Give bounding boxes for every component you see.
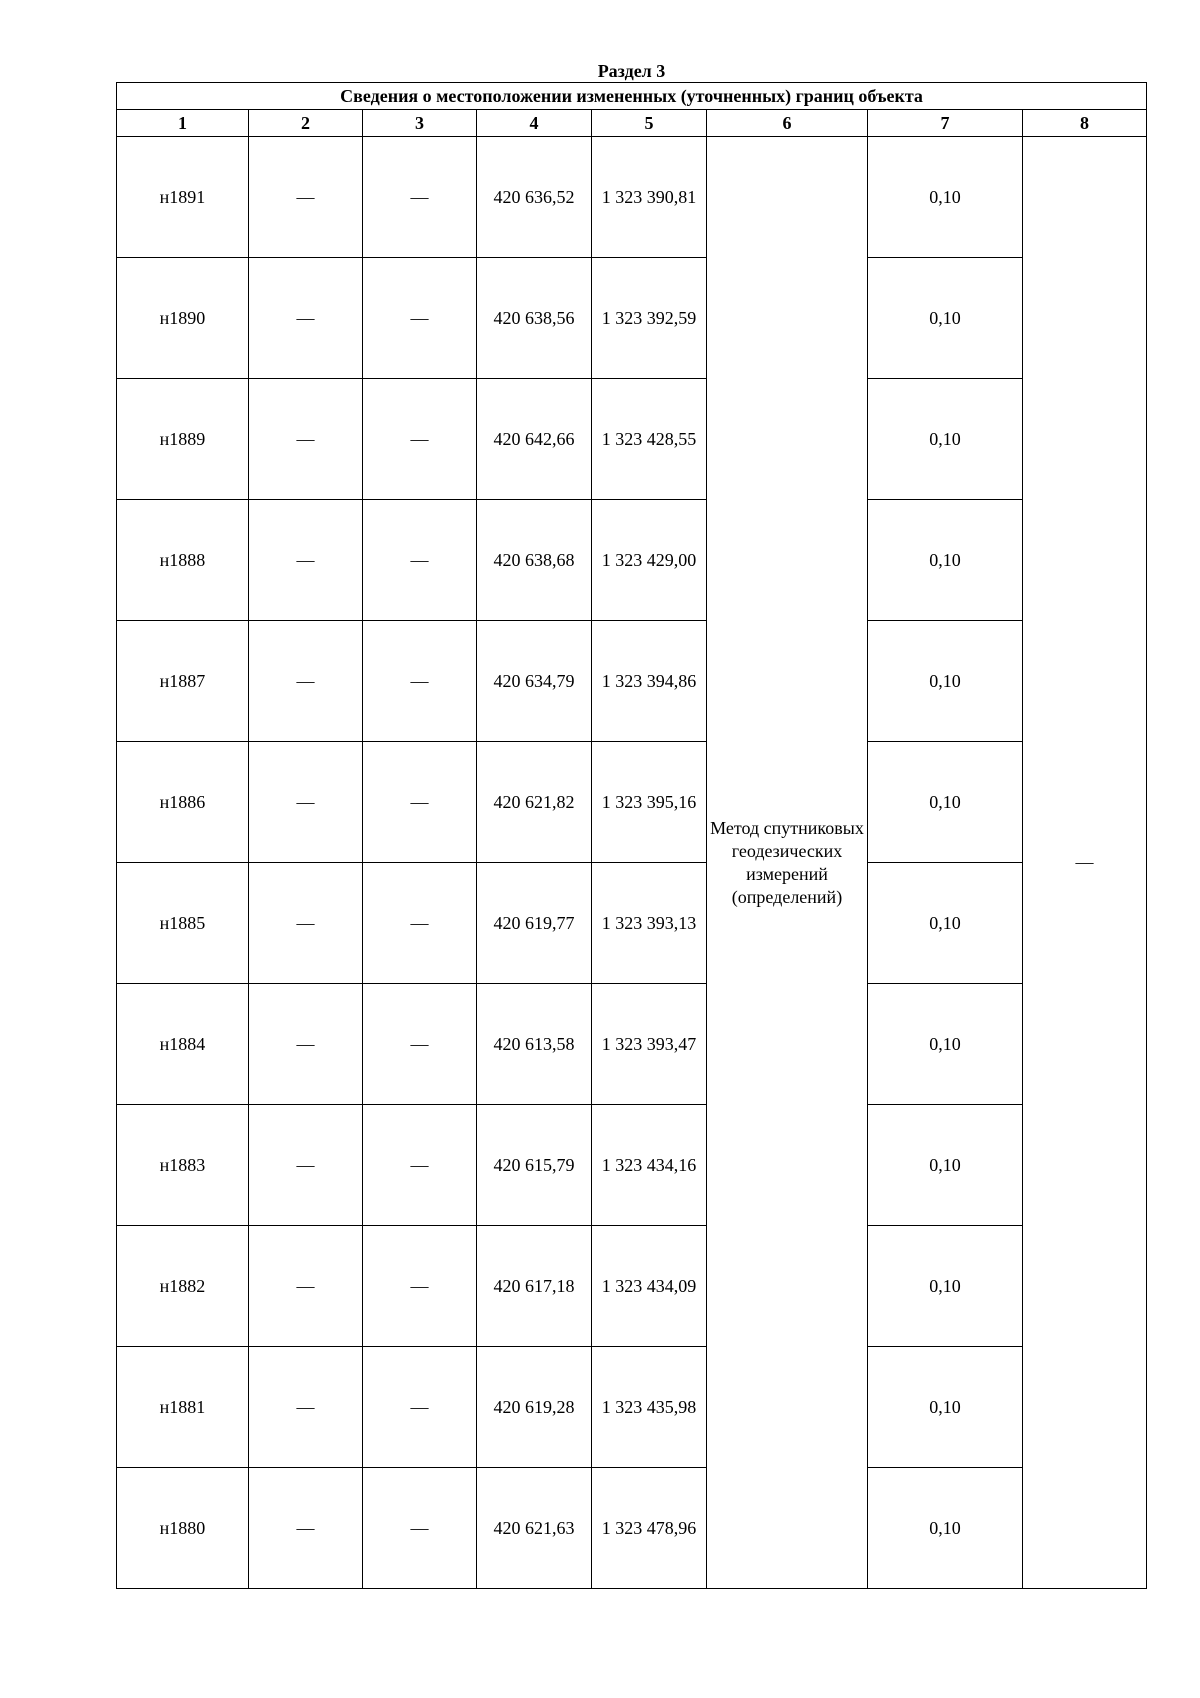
column-number: 2 [249, 110, 363, 137]
point-name: н1889 [117, 379, 249, 500]
point-name: н1880 [117, 1468, 249, 1589]
table-row [117, 1105, 1147, 1226]
column-3-value: — [363, 258, 477, 379]
accuracy-value: 0,10 [868, 1105, 1023, 1226]
x-coordinate: 420 636,52 [477, 137, 592, 258]
accuracy-value: 0,10 [868, 500, 1023, 621]
point-name: н1883 [117, 1105, 249, 1226]
point-name: н1885 [117, 863, 249, 984]
accuracy-value: 0,10 [868, 258, 1023, 379]
point-name: н1887 [117, 621, 249, 742]
column-2-value: — [249, 1347, 363, 1468]
column-2-value: — [249, 379, 363, 500]
x-coordinate: 420 613,58 [477, 984, 592, 1105]
column-3-value: — [363, 863, 477, 984]
point-name: н1888 [117, 500, 249, 621]
point-name: н1886 [117, 742, 249, 863]
x-coordinate: 420 638,68 [477, 500, 592, 621]
column-2-value: — [249, 1468, 363, 1589]
accuracy-value: 0,10 [868, 137, 1023, 258]
column-number-row [117, 110, 1147, 137]
x-coordinate: 420 634,79 [477, 621, 592, 742]
table-row [117, 621, 1147, 742]
point-name: н1890 [117, 258, 249, 379]
y-coordinate: 1 323 390,81 [592, 137, 707, 258]
x-coordinate: 420 619,28 [477, 1347, 592, 1468]
column-3-value: — [363, 500, 477, 621]
table-row [117, 984, 1147, 1105]
column-2-value: — [249, 621, 363, 742]
y-coordinate: 1 323 394,86 [592, 621, 707, 742]
table-row [117, 742, 1147, 863]
column-3-value: — [363, 137, 477, 258]
table-row [117, 1226, 1147, 1347]
table-caption: Сведения о местоположении измененных (уточненных) границ объекта [117, 83, 1147, 110]
y-coordinate: 1 323 478,96 [592, 1468, 707, 1589]
column-2-value: — [249, 258, 363, 379]
accuracy-value: 0,10 [868, 1347, 1023, 1468]
accuracy-value: 0,10 [868, 863, 1023, 984]
y-coordinate: 1 323 434,16 [592, 1105, 707, 1226]
y-coordinate: 1 323 429,00 [592, 500, 707, 621]
column-3-value: — [363, 379, 477, 500]
y-coordinate: 1 323 395,16 [592, 742, 707, 863]
column-2-value: — [249, 742, 363, 863]
x-coordinate: 420 617,18 [477, 1226, 592, 1347]
x-coordinate: 420 619,77 [477, 863, 592, 984]
column-3-value: — [363, 1468, 477, 1589]
y-coordinate: 1 323 435,98 [592, 1347, 707, 1468]
table-row [117, 379, 1147, 500]
y-coordinate: 1 323 393,47 [592, 984, 707, 1105]
accuracy-value: 0,10 [868, 1226, 1023, 1347]
column-3-value: — [363, 621, 477, 742]
table-row [117, 1468, 1147, 1589]
column-2-value: — [249, 1226, 363, 1347]
table-row [117, 137, 1147, 258]
x-coordinate: 420 621,63 [477, 1468, 592, 1589]
column-2-value: — [249, 137, 363, 258]
column-number: 5 [592, 110, 707, 137]
column-3-value: — [363, 984, 477, 1105]
y-coordinate: 1 323 392,59 [592, 258, 707, 379]
x-coordinate: 420 621,82 [477, 742, 592, 863]
table-row [117, 500, 1147, 621]
y-coordinate: 1 323 428,55 [592, 379, 707, 500]
column-3-value: — [363, 1105, 477, 1226]
column-number: 4 [477, 110, 592, 137]
column-3-value: — [363, 742, 477, 863]
table-row [117, 863, 1147, 984]
x-coordinate: 420 638,56 [477, 258, 592, 379]
point-name: н1891 [117, 137, 249, 258]
section-title: Раздел 3 [597, 61, 666, 81]
table-row [117, 1347, 1147, 1468]
column-number: 1 [117, 110, 249, 137]
column-2-value: — [249, 1105, 363, 1226]
column-3-value: — [363, 1226, 477, 1347]
method-cell: Метод спутниковых геодезических измерений (определений) [707, 137, 868, 1589]
point-name: н1884 [117, 984, 249, 1105]
x-coordinate: 420 642,66 [477, 379, 592, 500]
column-number: 3 [363, 110, 477, 137]
column-number: 6 [707, 110, 868, 137]
column-2-value: — [249, 863, 363, 984]
boundary-coordinates-table [116, 82, 1147, 1589]
accuracy-value: 0,10 [868, 984, 1023, 1105]
y-coordinate: 1 323 434,09 [592, 1226, 707, 1347]
column-number: 8 [1023, 110, 1147, 137]
x-coordinate: 420 615,79 [477, 1105, 592, 1226]
accuracy-value: 0,10 [868, 379, 1023, 500]
table-row [117, 258, 1147, 379]
accuracy-value: 0,10 [868, 742, 1023, 863]
column-2-value: — [249, 500, 363, 621]
column-number: 7 [868, 110, 1023, 137]
y-coordinate: 1 323 393,13 [592, 863, 707, 984]
column-2-value: — [249, 984, 363, 1105]
column-8-value: — [1023, 137, 1147, 1589]
accuracy-value: 0,10 [868, 1468, 1023, 1589]
accuracy-value: 0,10 [868, 621, 1023, 742]
column-3-value: — [363, 1347, 477, 1468]
point-name: н1882 [117, 1226, 249, 1347]
point-name: н1881 [117, 1347, 249, 1468]
